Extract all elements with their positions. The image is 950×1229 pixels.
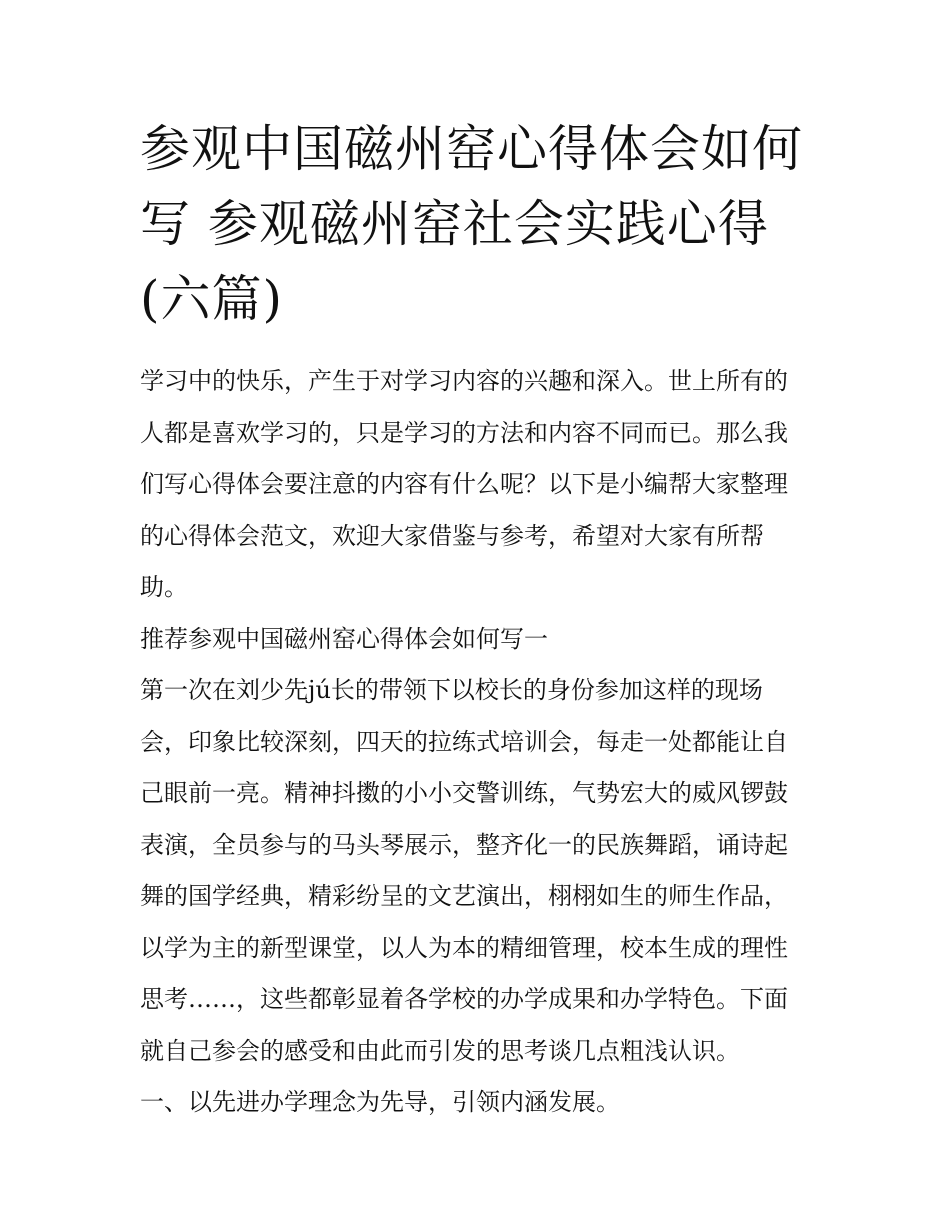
text-line: 们写心得体会要注意的内容有什么呢？以下是小编帮大家整理 [140, 470, 788, 498]
body-paragraph [140, 665, 812, 1077]
section-heading [140, 614, 812, 666]
text-line: 思考……，这些都彰显着各学校的办学成果和办学特色。下面 [140, 985, 788, 1013]
text-line: 己眼前一亮。精神抖擞的小小交警训练，气势宏大的威风锣鼓 [140, 779, 788, 807]
text-line: 推荐参观中国磁州窑心得体会如何写一 [140, 624, 548, 653]
text-line: 学习中的快乐，产生于对学习内容的兴趣和深入。世上所有的 [140, 367, 788, 395]
text-line: 的心得体会范文，欢迎大家借鉴与参考，希望对大家有所帮 [140, 521, 764, 550]
intro-paragraph [140, 356, 812, 614]
text-line: 一、以先进办学理念为先导，引领内涵发展。 [140, 1088, 620, 1116]
text-line: 以学为主的新型课堂，以人为本的精细管理，校本生成的理性 [140, 933, 788, 962]
subsection-heading [140, 1077, 812, 1129]
document-title [140, 112, 812, 337]
document-body [140, 356, 812, 1129]
text-line: 就自己参会的感受和由此而引发的思考谈几点粗浅认识。 [140, 1036, 740, 1065]
title-line: (六篇) [140, 270, 284, 328]
title-line: 参观中国磁州窑心得体会如何 [140, 120, 803, 178]
text-line: 第一次在刘少先jú长的带领下以校长的身份参加这样的现场 [140, 676, 763, 704]
text-line: 助。 [140, 573, 188, 601]
text-line: 表演，全员参与的马头琴展示，整齐化一的民族舞蹈，诵诗起 [140, 830, 788, 859]
document-page [140, 112, 812, 1129]
text-line: 会，印象比较深刻，四天的拉练式培训会，每走一处都能让自 [140, 727, 788, 756]
text-line: 人都是喜欢学习的，只是学习的方法和内容不同而已。那么我 [140, 418, 788, 447]
title-line: 写 参观磁州窑社会实践心得 [140, 195, 769, 253]
text-line: 舞的国学经典，精彩纷呈的文艺演出，栩栩如生的师生作品， [140, 882, 788, 910]
